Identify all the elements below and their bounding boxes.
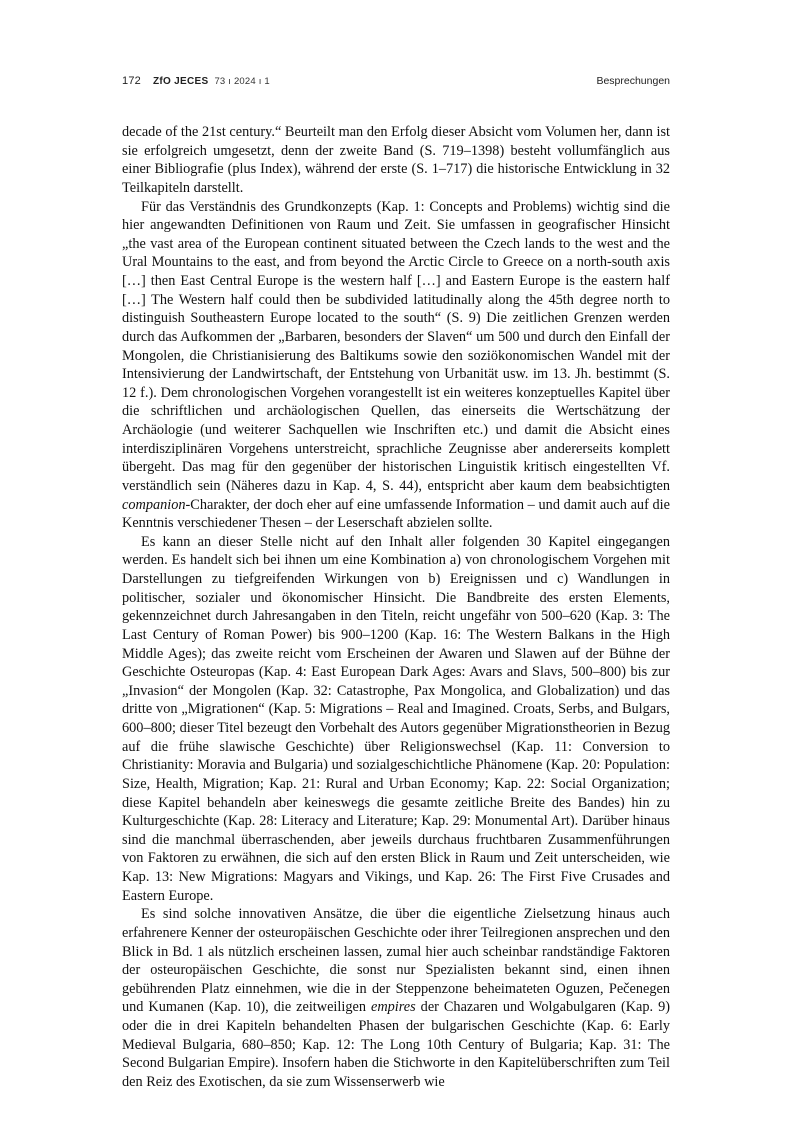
paragraph — [122, 905, 670, 1091]
text-run: der Chazaren und Wolgabulgaren (Kap. 9) oder die in drei Kapiteln behandelten Phasen der bulgarischen Geschichte (Kap. 6: Early Medieval Bulgaria, 680–850; Kap. 12: The Long 10th Century of Bulgaria; Kap. 31: The Second Bulgarian Empire). Insofern haben die Stichworte in den Kapitelüberschriften zum Teil den Reiz des Exotischen, da sie zum Wissenserwerb wie — [122, 999, 670, 1090]
body-text — [122, 123, 670, 1092]
text-run: Für das Verständnis des Grundkonzepts (Kap. 1: Concepts and Problems) wichtig sind die hier angewandten Definitionen von Raum und Zeit. Sie umfassen in geografischer Hinsicht „the vast area of the European continent situated between the Czech lands to the west and the Ural Mountains to the east, and from beyond the Arctic Circle to Greece on a north-south axis […] then East Central Europe is the western half […] and Eastern Europe is the eastern half […] The Western half could then be subdivided latitudinally along the 45th degree north to distinguish Southeastern Europe located to the south“ (S. 9) Die zeitlichen Grenzen werden durch das Aufkommen der „Barbaren, besonders der Slaven“ um 500 und durch den Einfall der Mongolen, die Christianisierung des Baltikums sowie den soziökonomischen Wandel mit der Intensivierung der Landwirtschaft, der Entstehung von Urbanität usw. im 13. Jh. bestimmt (S. 12 f.). Dem chronologischen Vorgehen vorangestellt ist ein weiteres konzeptuelles Kapitel über die schriftlichen und archäologischen Quellen, das einerseits die Wertschätzung der Archäologie (und weiterer Sachquellen wie Inschriften etc.) und damit die Absicht eines interdisziplinären Vorgehens unterstreicht, sprachliche Zeugnisse aber andererseits komplett übergeht. Das mag für den gegenüber der historischen Linguistik kritisch eingestellten Vf. verständlich sein (Näheres dazu in Kap. 4, S. 44), entspricht aber kaum dem beabsichtigten — [122, 198, 670, 494]
text-run: Es sind solche innovativen Ansätze, die über die eigentliche Zielsetzung hinaus auch erfahrenere Kenner der osteuropäischen Geschichte oder ihrer Teilregionen ansprechen und den Blick in Bd. 1 als nützlich erscheinen lassen, zumal hier auch scheinbar randständige Faktoren der osteuropäischen Geschichte, die sonst nur Spezialisten bekannt sind, einen ihnen gebührenden Platz einnehmen, wie die in der Steppenzone beheimateten Oguzen, Pečenegen und Kumanen (Kap. 10), die zeitweiligen — [122, 906, 670, 1016]
volume-issue: 73 ı 2024 ı 1 — [214, 75, 270, 87]
text-run: Es kann an dieser Stelle nicht auf den Inhalt aller folgenden 30 Kapitel eingegangen werden. Es handelt sich bei ihnen um eine Kombination a) von chronologischem Vorgehen mit Darstellungen zu tiefgreifenden Wirkungen von b) Ereignissen und c) Wandlungen in politischer, sozialer und ökonomischer Hinsicht. Die Bandbreite des ersten Elements, gekennzeichnet durch Jahresangaben in den Titeln, reicht ungefähr von 500–620 (Kap. 3: The Last Century of Roman Power) bis 900–1200 (Kap. 16: The Western Balkans in the High Middle Ages); das zweite reicht vom Erscheinen der Awaren und Slawen auf der Bühne der Geschichte Osteuropas (Kap. 4: East European Dark Ages: Avars and Slavs, 500–800) bis zur „Invasion“ der Mongolen (Kap. 32: Catastrophe, Pax Mongolica, and Globalization) und das dritte von „Migrationen“ (Kap. 5: Migrations – Real and Imagined. Croats, Serbs, and Bulgars, 600–800; dieser Titel bezeugt den Vorbehalt des Autors gegenüber Migrationstheorien in Bezug auf die frühe slawische Geschichte) über Religionswechsel (Kap. 11: Conversion to Christianity: Moravia and Bulgaria) und sozialgeschichtliche Phänomene (Kap. 20: Population: Size, Health, Migration; Kap. 21: Rural and Urban Economy; Kap. 22: Social Organization; diese Kapitel behandeln aber keineswegs die gesamte zeitliche Breite des Bandes) hin zu Kulturgeschichte (Kap. 28: Literacy and Literature; Kap. 29: Monumental Art). Darüber hinaus sind die manchmal überraschenden, aber jeweils durchaus fruchtbaren Zusammenführungen von Faktoren zu erwähnen, die sich auf den ersten Blick in Raum und Zeit unterscheiden, wie Kap. 13: New Migrations: Magyars and Vikings, und Kap. 26: The First Five Crusades and Eastern Europe. — [122, 533, 670, 904]
text-run: -Charakter, der doch eher auf eine umfassende Information – und damit auch auf die Kenntnis verschiedener Thesen – der Leserschaft abzielen sollte. — [122, 496, 670, 532]
paragraph — [122, 533, 670, 906]
page-number: 172 — [122, 75, 141, 87]
italic-term: empires — [370, 999, 416, 1016]
journal-name: ZfO JECES — [152, 75, 209, 87]
running-header — [122, 72, 670, 90]
text-run: decade of the 21st century.“ Beurteilt man den Erfolg dieser Absicht vom Volumen her, dann ist sie erfolgreich umgesetzt, denn der zweite Band (S. 719–1398) besteht vollumfänglich aus einer Bibliografie (plus Index), während der erste (S. 1–717) die historische Entwicklung in 32 Teilkapiteln darstellt. — [122, 124, 670, 196]
paragraph — [122, 123, 670, 198]
italic-term: companion — [122, 496, 186, 513]
section-title: Besprechungen — [596, 75, 670, 87]
paragraph — [122, 198, 670, 533]
